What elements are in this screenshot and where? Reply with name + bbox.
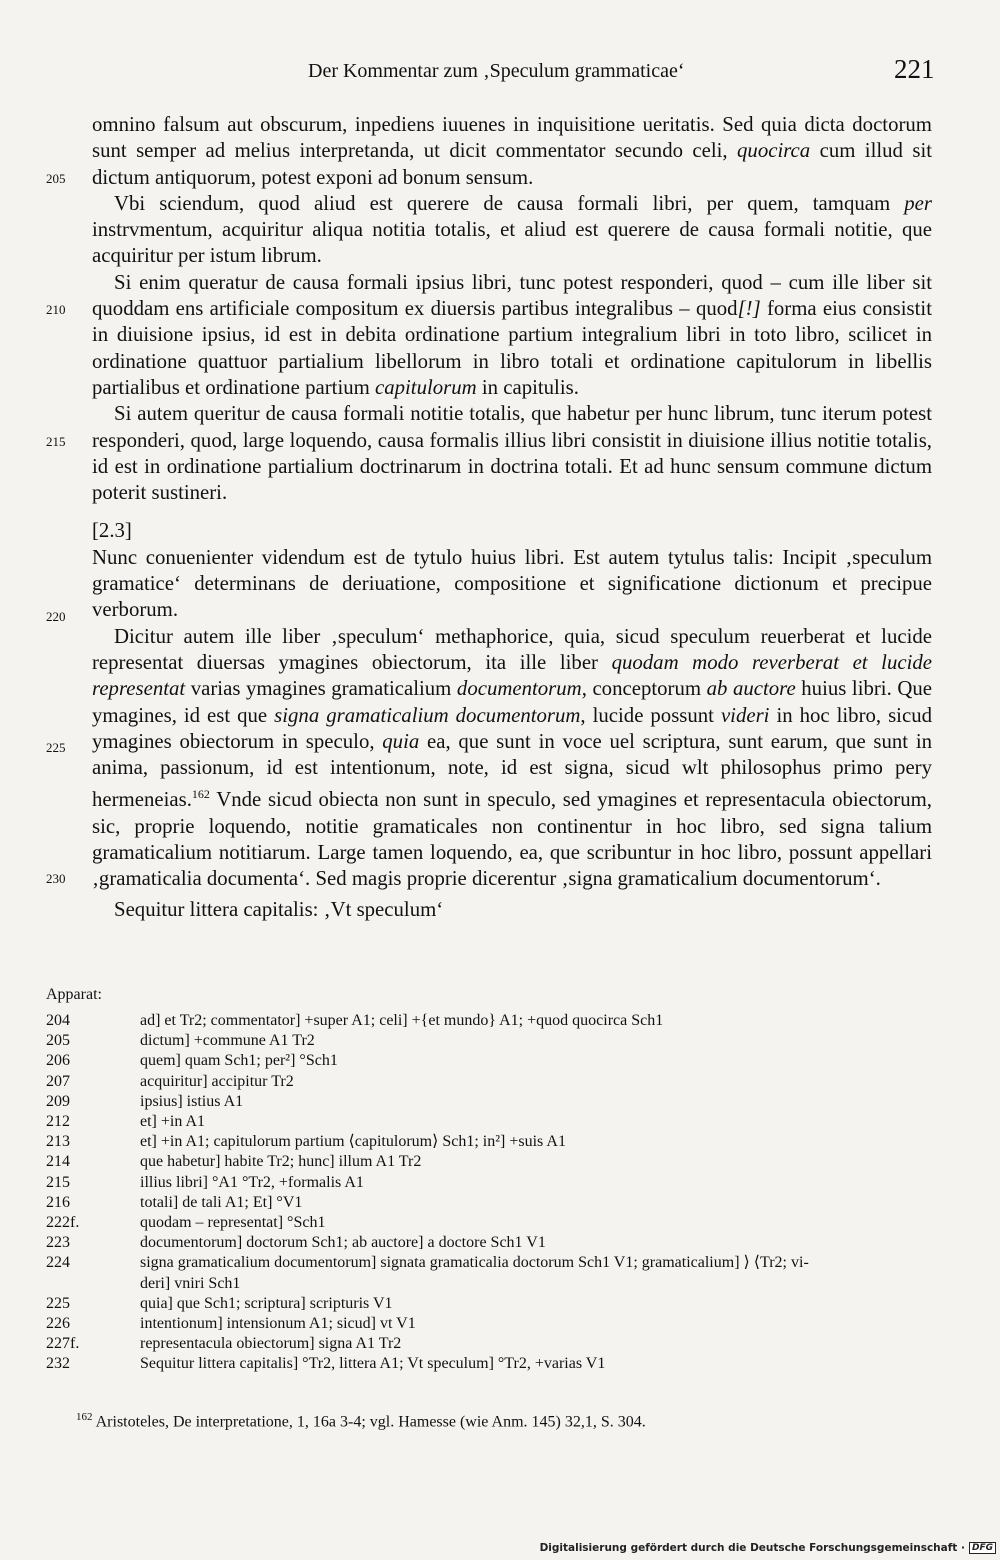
footnote-ref[interactable]: 162 — [191, 787, 210, 802]
apparat-entry: 215 illius libri] °A1 °Tr2, +formalis A1 — [46, 1173, 364, 1191]
apparat-entry: 213 et] +in A1; capitulorum partium ⟨capitulorum⟩ Sch1; in²] +suis A1 — [46, 1133, 566, 1151]
apparat-entry: 207 acquiritur] accipitur Tr2 — [46, 1072, 294, 1090]
dfg-logo-icon: DFG — [969, 1542, 996, 1554]
apparat-entry: 214 que habetur] habite Tr2; hunc] illum A1 Tr2 — [46, 1153, 422, 1171]
paragraph: Si enim queratur de causa formali ipsius libri, tunc potest responderi, quod – cum ille liber sit quoddam ens artificiale compositum ex diuersis partibus integralibus – quod[!] forma eius consistit in diuisione ipsius, id est in debita ordinatione partium integralium libri in toto libro, scilicet in ordinatione quattuor partialium libellorum in libro totali et ordinatione capitulorum in libellis partialibus et ordinatione partium capitulorum in capitulis. — [92, 270, 932, 399]
apparat-entry: 205 dictum] +commune A1 Tr2 — [46, 1032, 315, 1050]
line-number: 220 — [46, 609, 66, 624]
paragraph: Sequitur littera capitalis: ‚Vt speculum‘ — [114, 897, 444, 921]
apparat-entry: 224 signa gramaticalium documentorum] signata gramaticalia doctorum Sch1 V1; gramaticalium] ⟩ ⟨Tr2; vi- — [46, 1254, 809, 1272]
line-number: 230 — [46, 871, 66, 886]
apparat-entry: 223 documentorum] doctorum Sch1; ab auctore] a doctore Sch1 V1 — [46, 1234, 546, 1252]
apparat-entry: 204 ad] et Tr2; commentator] +super A1; celi] +{et mundo} A1; +quod quocirca Sch1 — [46, 1012, 664, 1029]
paragraph: Nunc conuenienter videndum est de tytulo huius libri. Est autem tytulus talis: Incipit ‚speculum gramatice‘ determinans de deriuatione, compositione et significatione dictionum et precipue verborum. — [92, 545, 932, 622]
apparat-list — [46, 1011, 946, 1375]
footer-text: Digitalisierung gefördert durch die Deutsche Forschungsgemeinschaft · — [539, 1542, 965, 1554]
apparat-entry: 227f. representacula obiectorum] signa A1 Tr2 — [46, 1335, 402, 1353]
line-number: 215 — [46, 434, 66, 449]
paragraph: Si autem queritur de causa formali notitie totalis, que habetur per hunc librum, tunc iterum potest responderi, quod, large loquendo, causa formalis illius libri consistit in diuisione illius notitie totalis, id est in ordinatione partialium doctrinarum in doctrina totali. Et ad hunc sensum commune dictum poterit sustineri. — [92, 402, 932, 505]
paragraph: Dicitur autem ille liber ‚speculum‘ methaphorice, quia, sicud speculum reuerberat et lucide representat diuersas ymagines obiectorum, ita ille liber quodam modo reverberat et lucide representat varias ymagines gramaticalium documentorum, conceptorum ab auctore huius libri. Que ymagines, id est que signa gramaticalium documentorum, lucide possunt videri in hoc libro, sicud ymagines obiectorum in speculo, quia ea, que sunt in voce uel scriptura, sunt earum, que sunt in anima, passionum, id est intentionum, note, id est signa, sicud wlt philosophus primo pery hermeneias.$^{162}$ Vnde sicud obiecta non sunt in speculo, sed ymagines et representacula obiectorum, sic, proprie loquendo, notitie gramaticales non continentur in hoc libro, sed signa talium gramaticalium notitiarum. Large tamen loquendo, ea, que scribuntur in hoc libro, possunt appellari ‚gramaticalia documenta‘. Sed magis proprie dicerentur ‚signa gramaticalium documentorum‘. — [92, 624, 932, 891]
apparat-entry: 222f. quodam – representat] °Sch1 — [46, 1214, 326, 1232]
line-number: 210 — [46, 302, 66, 317]
section-number: [2.3] — [92, 519, 132, 543]
apparat-entry: 225 quia] que Sch1; scriptura] scripturis V1 — [46, 1294, 393, 1312]
footnote-text: Aristoteles, De interpretatione, 1, 16a 3-4; vgl. Hamesse (wie Anm. 145) 32,1, S. 304. — [95, 1413, 646, 1431]
apparat-entry: 216 totali] de tali A1; Et] °V1 — [46, 1193, 303, 1211]
apparat-entry: 209 ipsius] istius A1 — [46, 1092, 244, 1110]
apparat-entry: deri] vniri Sch1 — [140, 1274, 241, 1292]
apparat-entry: 206 quem] quam Sch1; per²] °Sch1 — [46, 1052, 338, 1070]
line-number: 205 — [46, 171, 66, 186]
apparat-heading: Apparat: — [46, 986, 102, 1003]
footnote — [76, 1411, 646, 1431]
footnote-number: 162 — [76, 1411, 93, 1423]
apparat-entry: 226 intentionum] intensionum A1; sicud] vt V1 — [46, 1315, 416, 1333]
running-title: Der Kommentar zum ‚Speculum grammaticae‘ — [308, 60, 685, 82]
digitization-footer — [540, 1542, 996, 1554]
paragraph: Vbi sciendum, quod aliud est querere de causa formali libri, per quem, tamquam per instrvmentum, acquiritur aliqua notitia totalis, et aliud est querere de causa formali notitie, que acquiritur per istum librum. — [92, 191, 932, 268]
page-number: 221 — [894, 54, 935, 84]
apparat-entry: 212 et] +in A1 — [46, 1113, 206, 1131]
paragraph: omnino falsum aut obscurum, inpediens iuuenes in inquisitione ueritatis. Sed quia dicta doctorum sunt semper ad melius interpretanda, ut dicit commentator secundo celi, quocirca cum illud sit dictum antiquorum, potest exponi ad bonum sensum. — [92, 113, 932, 189]
main-text — [92, 112, 932, 923]
line-number: 225 — [46, 740, 66, 755]
apparat-entry: 232 Sequitur littera capitalis] °Tr2, littera A1; Vt speculum] °Tr2, +varias V1 — [46, 1355, 606, 1373]
running-header — [0, 52, 1000, 92]
